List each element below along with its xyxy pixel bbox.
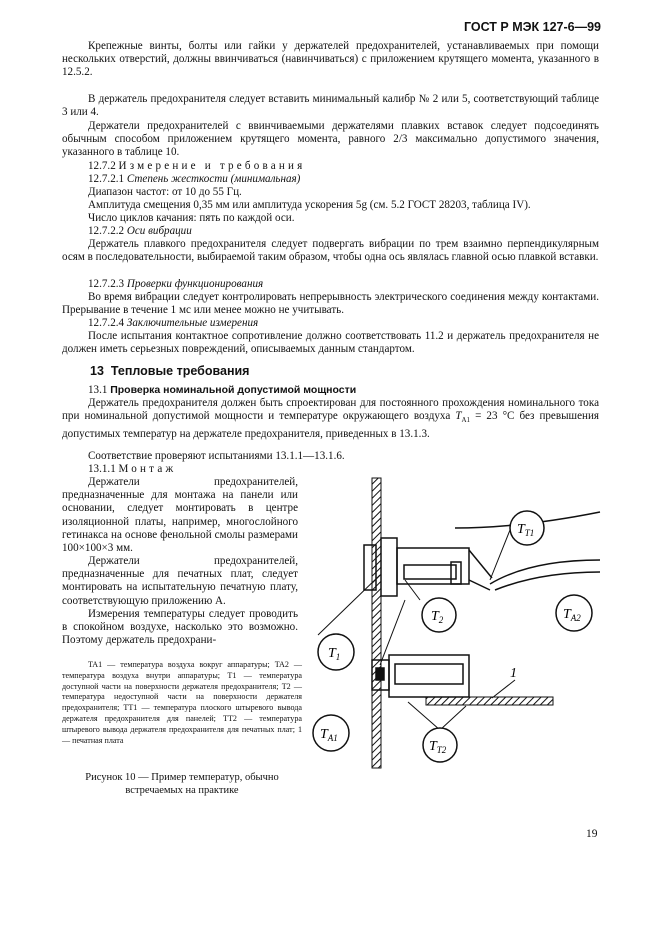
paragraph-mount-panel: Держатели предохранителей, предназначенные для монтажа на панели или основании, следует монтировать в центре изоляционной платы, например, многослойного гетинакса на основе фенольной смолы размерами 100×100×3 мм. [62, 476, 298, 555]
label-t1: $T_1$ [328, 646, 341, 662]
heading-12-7-2-2 [88, 225, 192, 238]
circle-ta2 [556, 595, 592, 631]
label-ta2: $T_{A2}$ [563, 607, 581, 623]
paragraph-13-1 [62, 397, 599, 441]
section-number: 12.7.2.3 [88, 278, 125, 290]
label-ta1: $T_{A1}$ [320, 727, 338, 743]
heading-12-7-2-4 [88, 317, 258, 330]
section-title: Оси вибрации [126, 225, 192, 237]
cycles-count: Число циклов качания: пять по каждой оси. [88, 212, 295, 224]
text-13-1-a: Держатель предохранителя должен быть спроектирован для постоянного прохождения номинального тока при номинальной допустимой мощности и температуре окружающего воздуха [62, 397, 599, 423]
section-title: Заключительные измерения [126, 317, 259, 329]
section-number: 13 [90, 364, 104, 378]
section-title: Измерение и требования [118, 160, 306, 172]
printed-circuit-board [426, 697, 553, 705]
paragraph-still-air: Измерения температуры следует проводить в спокойном воздухе, насколько это возможно. Поэтому держатель предохрани- [62, 608, 298, 647]
section-title: Проверка номинальной допустимой мощности [110, 384, 357, 396]
heading-13-1 [88, 384, 356, 397]
symbol-ta1: T [455, 410, 462, 423]
section-title: Степень жесткости (минимальная) [126, 173, 301, 185]
section-number: 12.7.2.1 [88, 173, 125, 185]
figure-legend: TA1 — температура воздуха вокруг аппаратуры; TA2 — температура воздуха внутри аппаратуры; T1 — температура доступной части на поверхности держателя предохранителя; T2 — температура недоступной части на поверхности держателя предохранителя; TT1 — температура плоского штыревого вывода держателя предохранителя для панелей; TT2 — температура штыревого вывода держателя предохранителя для печатных плат; 1 — печатная плата [62, 660, 302, 745]
paragraph-gauge: В держатель предохранителя следует вставить минимальный калибр № 2 или 5, соответствующий таблице 3 или 4. [62, 93, 599, 119]
section-title: Тепловые требования [110, 364, 250, 378]
section-number: 12.7.2.4 [88, 317, 125, 329]
page-number: 19 [586, 828, 598, 840]
paragraph-mount-pcb: Держатели предохранителей, предназначенные для печатных плат, следует монтировать на испытательную печатную плату, соответствующую приложению А. [62, 555, 298, 607]
section-number: 13.1 [88, 384, 108, 396]
heading-12-7-2 [88, 160, 306, 173]
figure-caption: Рисунок 10 — Пример температур, обычно встречаемых на практике [85, 772, 279, 796]
paragraph-function-checks: Во время вибрации следует контролировать непрерывность электрического соединения между контактами. Прерывание в течение 1 мс или менее можно не учитывать. [62, 291, 599, 317]
circle-ta1 [313, 715, 349, 751]
label-tt1: $T_{T1}$ [517, 522, 535, 538]
compliance-note: Соответствие проверяют испытаниями 13.1.1—13.1.6. [88, 450, 345, 462]
paragraph-screw-carriers: Держатели предохранителей с ввинчиваемыми держателями плавких вставок следует подсоединять обычным способом приложением крутящего момента, равного 2/3 максимально допустимого значения, указанного в таблице 10. [62, 120, 599, 159]
heading-12-7-2-3 [88, 278, 263, 291]
paragraph-final-measurements: После испытания контактное сопротивление должно соответствовать 11.2 и держатель предохранителя не должен иметь серьезных повреждений, описываемых данным стандартом. [62, 330, 599, 356]
section-number: 13.1.1 [88, 463, 116, 475]
section-number: 12.7.2.2 [88, 225, 125, 237]
frequency-range: Диапазон частот: от 10 до 55 Гц. [88, 186, 242, 198]
section-13-heading [90, 364, 249, 378]
section-number: 12.7.2 [88, 160, 116, 172]
figure-10-drawing [300, 470, 600, 770]
section-title: Монтаж [118, 463, 177, 475]
label-ref-1: 1 [510, 666, 517, 681]
heading-12-7-2-1 [88, 173, 300, 186]
circle-tt1 [510, 511, 544, 545]
symbol-ta1-sub: A1 [461, 416, 471, 425]
heading-13-1-1 [88, 463, 176, 476]
circle-t2 [422, 598, 456, 632]
label-tt2: $T_{T2}$ [429, 739, 447, 755]
paragraph-vibration-axes: Держатель плавкого предохранителя следует подвергать вибрации по трем взаимно перпендикулярным осям в последовательности, выбираемой таким образом, чтобы одна ось являлась главной осью плавкой вставки. [62, 238, 599, 264]
paragraph-fasteners: Крепежные винты, болты или гайки у держателей предохранителей, устанавливаемых при помощи нескольких отверстий, должны ввинчиваться (навинчиваться) с приложением крутящего момента, указанного в 12.5.2. [62, 40, 599, 79]
label-t2: $T_2$ [431, 609, 444, 625]
page-header: ГОСТ Р МЭК 127-6—99 [463, 20, 601, 34]
panel-wall [372, 478, 381, 768]
circle-tt2 [423, 728, 457, 762]
amplitude: Амплитуда смещения 0,35 мм или амплитуда ускорения 5g (см. 5.2 ГОСТ 28203, таблица IV). [88, 199, 531, 211]
section-title: Проверки функционирования [126, 278, 264, 290]
pcb-fuse-holder [372, 655, 469, 697]
text-13-1-b: = 23 °С без превышения допустимых температур на держателе предохранителя, приведенных в 13.1.3. [62, 410, 599, 440]
circle-t1 [318, 634, 354, 670]
panel-fuse-holder [364, 538, 492, 596]
